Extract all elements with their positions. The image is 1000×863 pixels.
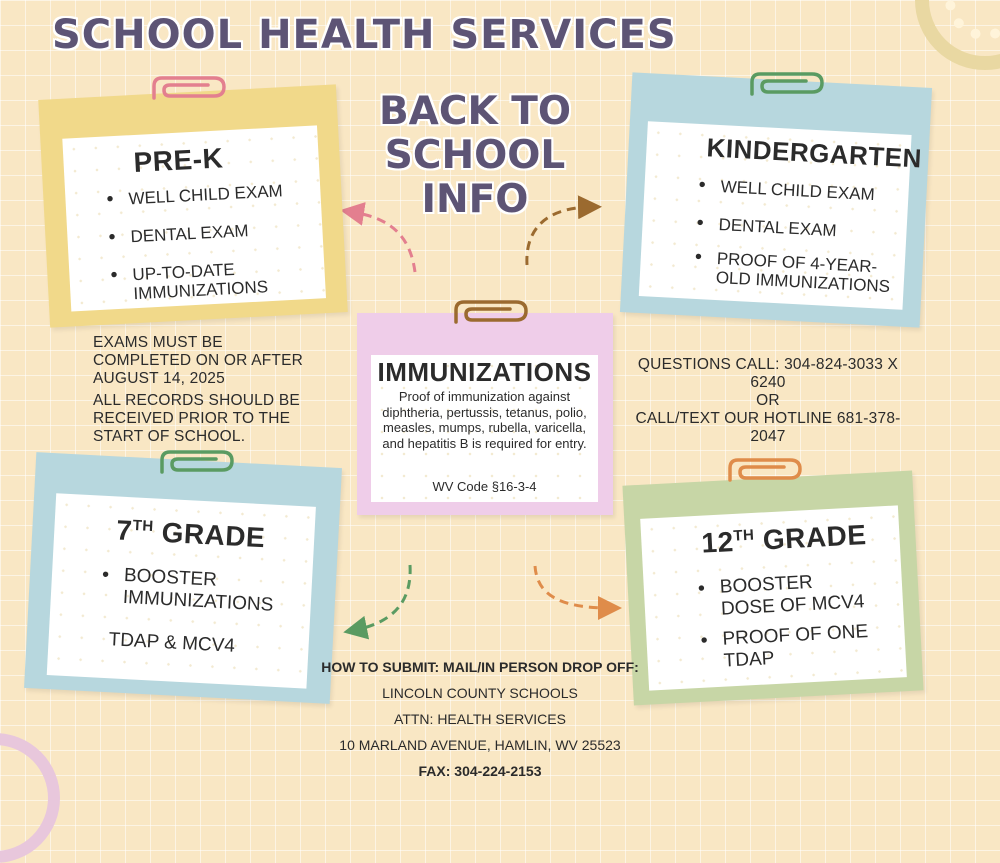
subtitle-line-1: BACK TO (378, 89, 572, 134)
grade-suffix: TH (132, 516, 155, 536)
seventh-grade-extra: TDAP & MCV4 (108, 629, 236, 657)
immunizations-heading: IMMUNIZATIONS (377, 357, 592, 387)
kindergarten-item: • DENTAL EXAM (696, 211, 838, 241)
twelfth-grade-item-text: PROOF OF ONE TDAP (722, 621, 869, 672)
kindergarten-item-text: PROOF OF 4-YEAR-OLD IMMUNIZATIONS (715, 248, 891, 297)
prek-item-text: UP-TO-DATE IMMUNIZATIONS (132, 259, 269, 304)
submit-line-1: LINCOLN COUNTY SCHOOLS (382, 685, 578, 701)
exam-note: EXAMS MUST BE COMPLETED ON OR AFTER AUGUST 14, 2025 (93, 334, 304, 387)
kindergarten-card (620, 72, 932, 327)
grade-word: GRADE (160, 516, 267, 554)
prek-card (38, 84, 348, 327)
kindergarten-item: • PROOF OF 4-YEAR-OLD IMMUNIZATIONS (694, 245, 891, 297)
seventh-grade-card-inner (47, 493, 316, 688)
paperclip-icon (146, 72, 232, 112)
paperclip-icon (722, 454, 808, 494)
prek-item-text: WELL CHILD EXAM (128, 181, 284, 209)
arrow-to-seventh (355, 565, 410, 630)
grade-number: 12 (700, 526, 735, 559)
records-note: ALL RECORDS SHOULD BE RECEIVED PRIOR TO THE START OF SCHOOL. (93, 392, 300, 445)
twelfth-grade-card (622, 471, 923, 706)
contact-info (628, 356, 908, 446)
immunizations-card-inner (371, 355, 598, 502)
arrow-to-prek (352, 212, 415, 272)
submit-fax: FAX: 304-224-2153 (418, 763, 542, 779)
twelfth-grade-item: • BOOSTER DOSE OF MCV4 (697, 571, 865, 620)
submit-heading: HOW TO SUBMIT: MAIL/IN PERSON DROP OFF: (321, 659, 639, 675)
paperclip-icon (744, 68, 830, 108)
submit-line-2: ATTN: HEALTH SERVICES (394, 711, 566, 727)
subtitle-line-3: INFO (421, 177, 529, 222)
seventh-grade-item: • BOOSTER IMMUNIZATIONS (101, 563, 274, 616)
submit-info (320, 654, 640, 784)
subtitle-line-2: SCHOOL (384, 133, 566, 178)
contact-hotline: CALL/TEXT OUR HOTLINE 681-378-2047 (635, 410, 901, 445)
page-title: SCHOOL HEALTH SERVICES (52, 12, 677, 58)
paperclip-icon (448, 296, 534, 336)
grade-suffix: TH (732, 526, 755, 545)
twelfth-grade-item: • PROOF OF ONE TDAP (700, 621, 869, 672)
kindergarten-card-inner (639, 121, 923, 310)
prek-heading: PRE-K (132, 142, 224, 179)
prek-item: • DENTAL EXAM (107, 221, 249, 249)
submit-line-3: 10 MARLAND AVENUE, HAMLIN, WV 25523 (339, 737, 621, 753)
prek-item: • WELL CHILD EXAM (105, 181, 284, 211)
immunizations-body: Proof of immunization against diphtheria, pertussis, tetanus, polio, measles, mumps, rubella, varicella, and hepatitis B is required for entry. (382, 389, 587, 451)
prek-item: • UP-TO-DATE IMMUNIZATIONS (109, 259, 269, 304)
seventh-grade-heading (116, 514, 266, 554)
arrow-to-twelfth (535, 566, 610, 608)
arrow-to-kindergarten (527, 207, 590, 265)
kindergarten-item-text: WELL CHILD EXAM (720, 177, 876, 205)
seventh-grade-item-text: BOOSTER IMMUNIZATIONS (122, 564, 274, 616)
grade-word: GRADE (762, 519, 868, 556)
contact-or: OR (756, 392, 780, 409)
prek-card-inner (62, 125, 326, 311)
twelfth-grade-heading (701, 519, 868, 560)
twelfth-grade-item-text: BOOSTER DOSE OF MCV4 (719, 571, 865, 620)
kindergarten-item-text: DENTAL EXAM (718, 215, 838, 241)
kindergarten-item: • WELL CHILD EXAM (698, 173, 876, 205)
paperclip-icon (154, 446, 240, 486)
seventh-grade-card (24, 452, 342, 704)
twelfth-grade-card-inner (640, 505, 907, 690)
immunizations-card (357, 313, 613, 515)
prek-item-text: DENTAL EXAM (130, 221, 249, 247)
contact-phone: QUESTIONS CALL: 304-824-3033 X 6240 (637, 356, 899, 391)
grade-number: 7 (115, 514, 134, 547)
immunizations-code: WV Code §16-3-4 (432, 479, 537, 494)
kindergarten-heading: KINDERGARTEN (705, 132, 923, 174)
